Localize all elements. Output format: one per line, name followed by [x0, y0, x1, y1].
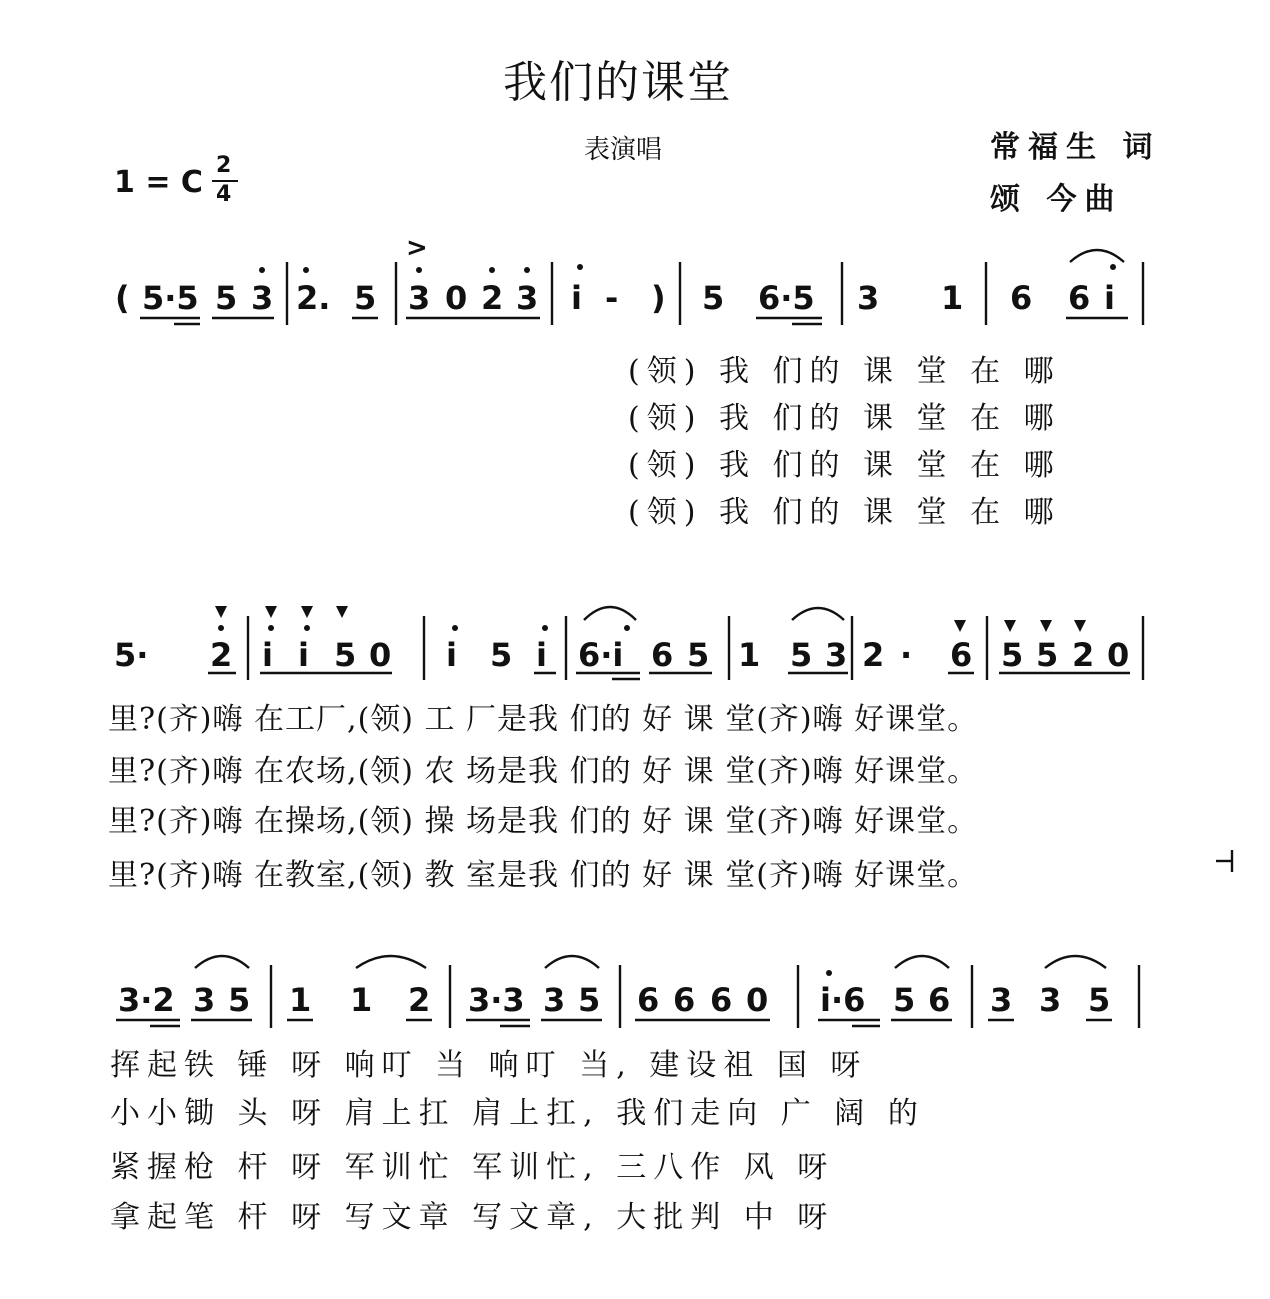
svg-text:i: i	[298, 636, 309, 674]
svg-text:6: 6	[1010, 279, 1033, 317]
svg-text:3·2: 3·2	[118, 981, 175, 1019]
system-2-notes	[114, 636, 1129, 674]
svg-text:2: 2	[210, 636, 233, 674]
svg-text:3: 3	[1039, 981, 1062, 1019]
system-3-octave-dot	[826, 970, 832, 976]
svg-text:-: -	[605, 279, 619, 317]
svg-text:i: i	[536, 636, 547, 674]
svg-text:5: 5	[215, 279, 238, 317]
svg-text:2: 2	[1072, 636, 1095, 674]
system-3-notes	[118, 981, 1110, 1019]
svg-text:6: 6	[1068, 279, 1091, 317]
lyric-line: (领) 我 们的 课 堂 在 哪	[628, 354, 1061, 389]
svg-text:6: 6	[651, 636, 674, 674]
svg-text:(: (	[115, 279, 130, 317]
svg-text:3: 3	[857, 279, 880, 317]
svg-text:6: 6	[710, 981, 733, 1019]
lyricist-credit: 常福生 词	[990, 130, 1161, 165]
svg-text:2: 2	[481, 279, 504, 317]
lyric-line: 小小锄 头 呀 肩上扛 肩上扛, 我们走向 广 阔 的	[110, 1096, 925, 1131]
svg-text:5: 5	[354, 279, 377, 317]
system-2-beams	[208, 673, 1130, 679]
svg-text:6: 6	[637, 981, 660, 1019]
lyric-line: 拿起笔 杆 呀 写文章 写文章, 大批判 中 呀	[110, 1200, 835, 1235]
svg-text:·: ·	[900, 636, 913, 674]
time-signature-bottom: 4	[216, 182, 232, 207]
svg-text:5: 5	[893, 981, 916, 1019]
lyric-line: (领) 我 们的 课 堂 在 哪	[628, 401, 1061, 436]
svg-text:3: 3	[516, 279, 539, 317]
svg-text:1: 1	[289, 981, 312, 1019]
svg-text:5: 5	[1001, 636, 1024, 674]
svg-text:5·5: 5·5	[142, 279, 199, 317]
lyric-line: (领) 我 们的 课 堂 在 哪	[628, 495, 1061, 530]
system-1-slur	[1070, 250, 1124, 262]
system-3-slur-1	[195, 956, 249, 968]
svg-text:i: i	[262, 636, 273, 674]
lyric-line: 紧握枪 杆 呀 军训忙 军训忙, 三八作 风 呀	[110, 1150, 835, 1185]
system-2-slur-1	[584, 607, 636, 620]
composer-credit: 颂 今曲	[990, 182, 1123, 217]
svg-text:6: 6	[928, 981, 951, 1019]
system-3-slur-5	[1045, 956, 1106, 968]
svg-text:2: 2	[862, 636, 885, 674]
svg-text:5: 5	[790, 636, 813, 674]
performance-style: 表演唱	[584, 135, 663, 165]
svg-text:5: 5	[228, 981, 251, 1019]
svg-text:6: 6	[950, 636, 973, 674]
time-signature-top: 2	[216, 153, 232, 178]
lyric-line: 挥起铁 锤 呀 响叮 当 响叮 当, 建设祖 国 呀	[110, 1048, 868, 1083]
system-3-slur-3	[545, 956, 599, 968]
svg-text:5: 5	[334, 636, 357, 674]
song-title: 我们的课堂	[503, 57, 733, 108]
system-3-beams	[116, 1020, 1112, 1026]
lyric-line: 里?(齐)嗨 在教室,(领) 教 室是我 们的 好 课 堂(齐)嗨 好课堂。	[108, 858, 979, 893]
svg-text:6·5: 6·5	[758, 279, 815, 317]
lyric-line: 里?(齐)嗨 在农场,(领) 农 场是我 们的 好 课 堂(齐)嗨 好课堂。	[108, 754, 979, 789]
svg-text:3: 3	[408, 279, 431, 317]
svg-text:3: 3	[990, 981, 1013, 1019]
svg-text:6: 6	[673, 981, 696, 1019]
system-3-slur-4	[895, 956, 949, 968]
system-2-slur-2	[792, 608, 844, 620]
svg-text:6·i: 6·i	[578, 636, 624, 674]
svg-text:i: i	[571, 279, 582, 317]
svg-text:5: 5	[490, 636, 513, 674]
svg-text:i: i	[1104, 279, 1115, 317]
svg-text:i: i	[446, 636, 457, 674]
svg-text:5: 5	[578, 981, 601, 1019]
lyric-line: 里?(齐)嗨 在工厂,(领) 工 厂是我 们的 好 课 堂(齐)嗨 好课堂。	[108, 702, 979, 737]
svg-text:i·6: i·6	[820, 981, 866, 1019]
svg-text:3: 3	[251, 279, 274, 317]
svg-text:5: 5	[702, 279, 725, 317]
svg-text:1: 1	[350, 981, 373, 1019]
svg-text:0: 0	[369, 636, 392, 674]
svg-text:5: 5	[1036, 636, 1059, 674]
svg-text:5: 5	[687, 636, 710, 674]
system-1-beams	[140, 318, 1128, 324]
lyric-line: (领) 我 们的 课 堂 在 哪	[628, 448, 1061, 483]
svg-text:5: 5	[1088, 981, 1111, 1019]
svg-text:2.: 2.	[296, 279, 331, 317]
system-2-staccato-marks	[215, 606, 1086, 632]
system-3-slur-2	[356, 956, 426, 968]
system-1-octave-dots	[259, 264, 1116, 273]
svg-text:): )	[651, 279, 666, 317]
system-1-notes	[115, 279, 1115, 317]
svg-text:0: 0	[1107, 636, 1130, 674]
svg-text:1: 1	[941, 279, 964, 317]
svg-text:5·: 5·	[114, 636, 149, 674]
svg-text:3·3: 3·3	[468, 981, 525, 1019]
svg-text:3: 3	[543, 981, 566, 1019]
svg-text:0: 0	[746, 981, 769, 1019]
svg-text:3: 3	[193, 981, 216, 1019]
svg-text:1: 1	[738, 636, 761, 674]
accent-mark: >	[406, 233, 428, 263]
svg-text:3: 3	[825, 636, 848, 674]
svg-text:0: 0	[445, 279, 468, 317]
key-signature: 1 = C	[114, 165, 203, 200]
svg-text:2: 2	[408, 981, 431, 1019]
lyric-line: 里?(齐)嗨 在操场,(领) 操 场是我 们的 好 课 堂(齐)嗨 好课堂。	[108, 804, 979, 839]
